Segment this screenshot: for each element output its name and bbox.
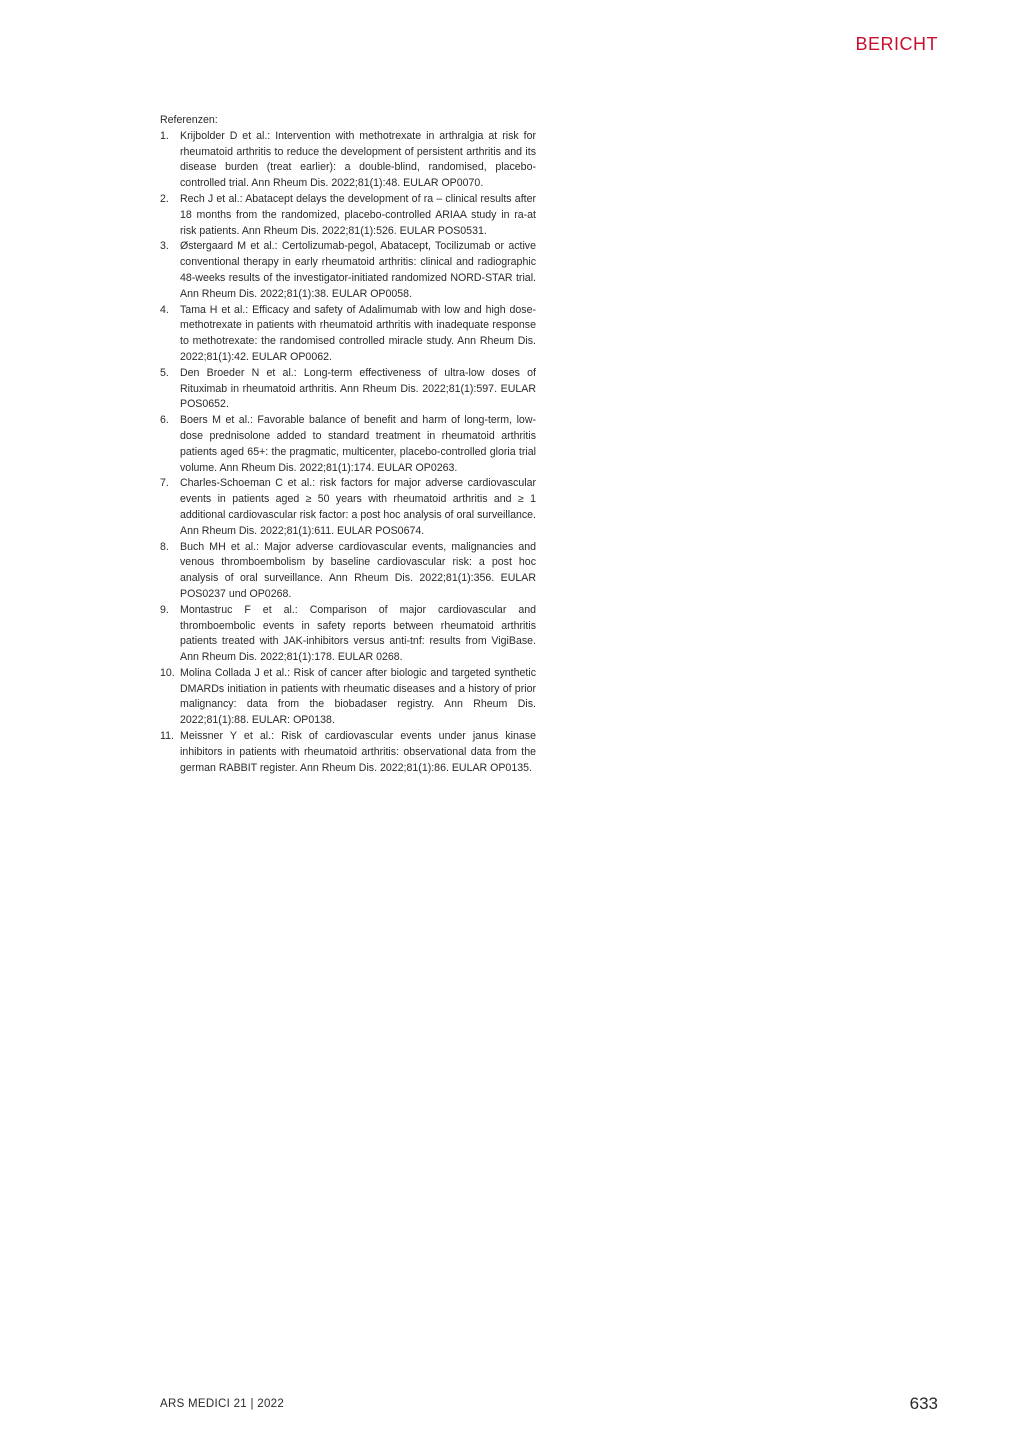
reference-text: Buch MH et al.: Major adverse cardiovascular events, malignancies and venous thromboembolism by baseline cardiovascular risk: a post hoc analysis of oral surveillance. Ann Rheum Dis. 2022;81(1):356. EULAR POS0237 und OP0268. [180,540,536,600]
reference-item [160,129,536,192]
reference-text: Tama H et al.: Efficacy and safety of Adalimumab with low and high dose-methotrexate in patients with rheumatoid arthritis with inadequate response to methotrexate: the randomised controlled miracle study. Ann Rheum Dis. 2022;81(1):42. EULAR OP0062. [180,303,536,363]
reference-item [160,413,536,476]
reference-text: Montastruc F et al.: Comparison of major cardiovascular and thromboembolic events in safety reports between rheumatoid arthritis patients treated with JAK-inhibitors versus anti-tnf: results from VigiBase. Ann Rheum Dis. 2022;81(1):178. EULAR 0268. [180,603,536,664]
reference-text: Boers M et al.: Favorable balance of benefit and harm of long-term, low-dose prednisolone added to standard treatment in rheumatoid arthritis patients aged 65+: the pragmatic, multicenter, placebo-controlled gloria trial volume. Ann Rheum Dis. 2022;81(1):174. EULAR OP0263. [180,414,536,474]
reference-number: 11. [160,730,174,743]
reference-text: Krijbolder D et al.: Intervention with methotrexate in arthralgia at risk for rheumatoid arthritis to reduce the development of persistent arthritis and its disease burden (treat earlier): a double-blind, randomised, placebo-controlled trial. Ann Rheum Dis. 2022;81(1):48. EULAR OP0070. [180,129,536,190]
reference-number: 6. [160,414,169,427]
reference-number: 7. [160,477,169,490]
reference-item [160,239,536,302]
reference-text: Rech J et al.: Abatacept delays the development of ra – clinical results after 18 months from the randomized, placebo-controlled ARIAA study in ra-at risk patients. Ann Rheum Dis. 2022;81(1):526. EULAR POS0531. [180,192,536,237]
reference-item [160,729,536,776]
reference-item [160,603,536,666]
reference-number: 5. [160,366,169,379]
references-heading: Referenzen: [160,114,218,126]
reference-item [160,666,536,729]
reference-text: Østergaard M et al.: Certolizumab-pegol, Abatacept, Tocilizumab or active conventional therapy in early rheumatoid arthritis: clinical and radiographic 48-weeks results of the investigator-initiated randomized NORD-STAR trial. Ann Rheum Dis. 2022;81(1):38. EULAR OP0058. [180,240,536,300]
section-label: BERICHT [855,34,938,54]
reference-list [160,129,536,777]
reference-number: 1. [160,129,169,142]
reference-number: 3. [160,240,169,253]
reference-text: Meissner Y et al.: Risk of cardiovascular events under janus kinase inhibitors in patients with rheumatoid arthritis: observational data from the german RABBIT register. Ann Rheum Dis. 2022;81(1):86. EULAR OP0135. [180,730,536,774]
reference-item [160,540,536,603]
reference-text: Charles-Schoeman C et al.: risk factors for major adverse cardiovascular events in patients aged ≥ 50 years with rheumatoid arthritis and ≥ 1 additional cardiovascular risk factor: a post hoc analysis of oral surveillance. Ann Rheum Dis. 2022;81(1):611. EULAR POS0674. [180,477,536,537]
reference-number: 2. [160,192,169,205]
references-section [160,113,536,776]
reference-item [160,476,536,539]
reference-text: Den Broeder N et al.: Long-term effectiveness of ultra-low doses of Rituximab in rheumatoid arthritis. Ann Rheum Dis. 2022;81(1):597. EULAR POS0652. [180,366,536,411]
reference-item [160,366,536,413]
reference-item [160,303,536,366]
reference-number: 10. [160,666,175,679]
reference-number: 9. [160,603,169,616]
reference-number: 4. [160,303,169,316]
reference-item [160,192,536,239]
reference-text: Molina Collada J et al.: Risk of cancer after biologic and targeted synthetic DMARDs initiation in patients with rheumatic diseases and a history of prior malignancy: data from the biobadaser registry. Ann Rheum Dis. 2022;81(1):88. EULAR: OP0138. [180,666,536,727]
reference-number: 8. [160,540,169,553]
page-number: 633 [909,1394,938,1413]
footer-journal-issue: ARS MEDICI 21 | 2022 [160,1398,285,1410]
